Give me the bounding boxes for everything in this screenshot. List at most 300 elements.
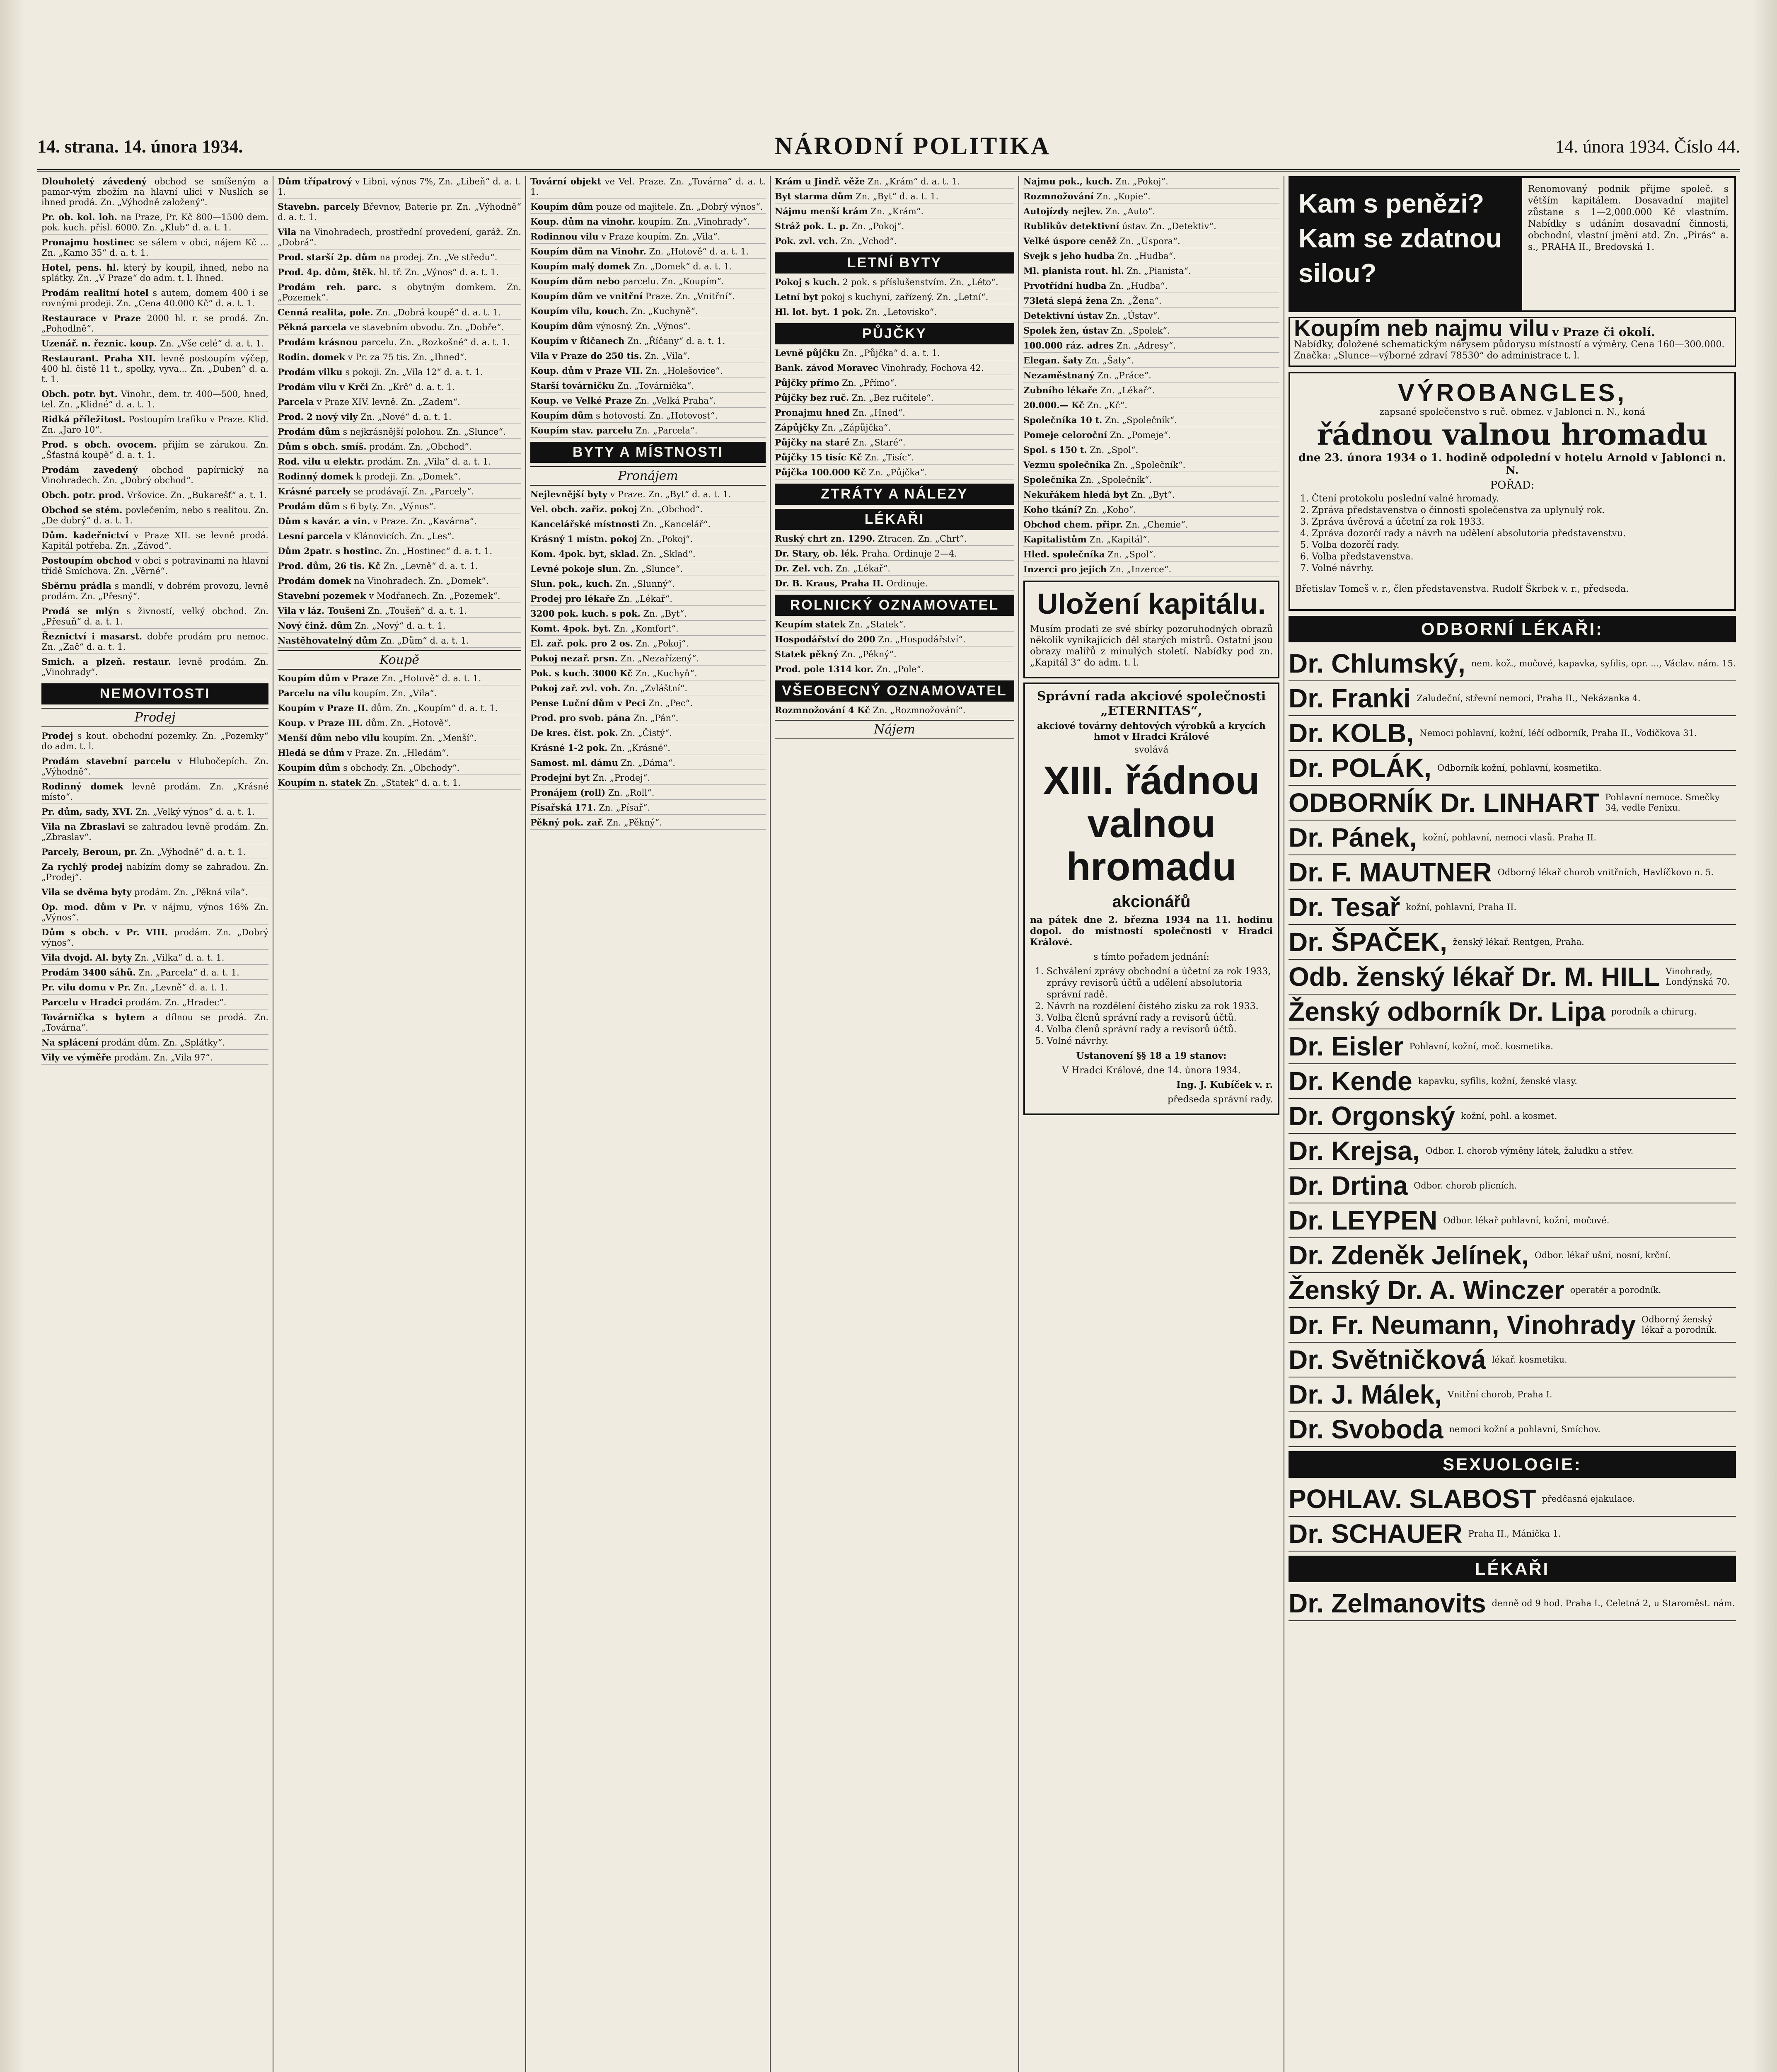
ad-heading: Dům s obch. smíš. (278, 441, 367, 452)
ad-text: pokoj s kuchyní, zařízený. Zn. „Letní“. (818, 292, 989, 302)
ad-heading: Keupím statek (775, 619, 846, 629)
ad-text: se sálem v obci, nájem Kč ... Zn. „Kamo 35“ d. a. t. 1. (41, 237, 269, 258)
ad-heading: Prodám domek (278, 576, 351, 586)
ad-text: koupím. Zn. „Menší“. (380, 733, 477, 743)
classified-ad (41, 606, 268, 629)
classified-ad (278, 456, 521, 469)
ad-heading: Prodejní byt (530, 772, 590, 783)
ad-heading: Pronájem (roll) (530, 787, 606, 798)
ad-text: Zn. „Vše celé“ d. a. t. 1. (157, 339, 264, 349)
classified-ad (775, 548, 1014, 561)
ad-text: Zn. „Pěkný“. (838, 649, 897, 659)
ad-text: s nejkrásnější polohou. Zn. „Slunce“. (340, 427, 506, 437)
ad-heading: Pokoj s kuch. (775, 277, 840, 287)
classified-ad (41, 821, 268, 844)
ad-text: Praha. Ordinuje 2—4. (858, 549, 957, 559)
col4c-list (775, 348, 1014, 479)
classified-ad (41, 465, 268, 487)
classified-ad (41, 414, 268, 437)
ad-text: Zn. „Žena“. (1108, 296, 1162, 306)
ad-heading: Koup. dům na vinohr. (530, 216, 636, 227)
ad-heading: 20.000.— Kč (1023, 400, 1085, 410)
doctor-info: Praha II., Mánička 1. (1468, 1528, 1561, 1539)
ad-heading: Koupím dům (278, 762, 341, 773)
ad-ulozeni-title: Uložení kapitálu. (1037, 588, 1266, 620)
ad-heading: Stavebn. parcely (278, 201, 359, 212)
ad-heading: Samost. ml. dámu (530, 758, 618, 768)
eternitas-stanovy: Ustanovení §§ 18 a 19 stanov: (1076, 1051, 1227, 1061)
classified-ad (775, 277, 1014, 289)
ad-heading: Prod. pole 1314 kor. (775, 664, 874, 674)
eternitas-head: Správní rada akciové společnosti „ETERNITAS“, (1037, 689, 1266, 718)
ad-heading: Prod. 2 nový vily (278, 411, 358, 422)
ad-heading: Koupím dům v Praze (278, 673, 379, 683)
ad-text: Postoupím trafiku v Praze. Klid. Zn. „Jaro 10“. (41, 414, 268, 435)
ad-text: Zn. „Koho“. (1082, 505, 1136, 515)
doctor-info: nemoci kožní a pohlavní, Smíchov. (1449, 1424, 1601, 1434)
ad-text: Zn. „Chemie“. (1123, 520, 1188, 530)
ad-text: Zn. „Spol“. (1087, 445, 1139, 455)
ad-text: Zn. „Parcela“ d. a. t. 1. (135, 968, 239, 978)
vyrob-item: 3. Zpráva úvěrová a účetní za rok 1933. (1312, 516, 1729, 528)
ad-text: Zn. „Šaty“. (1082, 356, 1134, 366)
vyrob-item: 5. Volba dozorčí rady. (1312, 540, 1729, 551)
doctor-name: Dr. Fr. Neumann, Vinohrady (1289, 1310, 1636, 1340)
doctor-name: Dr. Pánek, (1289, 823, 1417, 852)
ad-text: prodám. Zn. „Vila 97“. (111, 1053, 213, 1063)
vyrob-title: řádnou valnou hromadu (1317, 417, 1708, 452)
ad-heading: Zubního lékaře (1023, 385, 1098, 395)
ad-text: Ztracen. Zn. „Chrt“. (875, 534, 967, 544)
ad-text: Břevnov, Baterie pr. Zn. „Výhodně“ d. a. t. 1. (278, 202, 521, 222)
ad-heading: Koup. v Praze III. (278, 718, 363, 728)
ad-heading: Vila se dvěma byty (41, 887, 132, 897)
classified-ad (530, 802, 766, 815)
ad-text: a dílnou se prodá. Zn. „Továrna“. (41, 1012, 268, 1033)
col1-list (41, 176, 268, 679)
ad-text: Zn. „Dobrá koupě“ d. a. t. 1. (373, 307, 501, 317)
ad-text: Zn. „Práce“. (1094, 370, 1151, 380)
ad-text: Zn. „Čistý“. (618, 728, 672, 738)
doctor-entry (1289, 1517, 1736, 1552)
ad-text: se prodávají. Zn. „Parcely“. (351, 487, 474, 496)
classified-ad (775, 619, 1014, 632)
doctor-entry (1289, 751, 1736, 786)
ad-text: Zn. „Auto“. (1102, 206, 1156, 216)
doctor-name: Dr. Chlumský, (1289, 649, 1465, 678)
doctor-entry (1289, 646, 1736, 681)
col2-list (278, 176, 521, 648)
ad-heading: Pěkná parcela (278, 322, 347, 332)
ad-heading: Pense Luční dům v Peci (530, 698, 646, 708)
doctor-info: denně od 9 hod. Praha I., Celetná 2, u Staroměst. nám. (1492, 1598, 1735, 1608)
ad-text: Zn. „Pomeje“. (1107, 430, 1171, 440)
doctor-info: Odbor. lékař ušní, nosní, krční. (1534, 1250, 1671, 1260)
ad-heading: Půjčky bez ruč. (775, 392, 849, 403)
classified-ad (530, 380, 766, 393)
ad-text: Zn. „Parcela“. (633, 426, 698, 436)
ad-text: na Vinohradech. Zn. „Domek“. (351, 576, 489, 586)
ad-text: k prodeji. Zn. „Domek“. (353, 472, 461, 482)
classified-ad (278, 576, 521, 588)
ad-heading: Kancelářské místnosti (530, 519, 640, 529)
classified-ad (530, 216, 766, 229)
ad-text: hl. tř. Zn. „Výnos“ d. a. t. 1. (376, 267, 499, 277)
section-pujcky: PŮJČKY (775, 323, 1014, 344)
ad-heading: Bank. závod Moravec (775, 363, 878, 373)
ad-text: prodám. Zn. „Obchod“. (366, 442, 472, 452)
doctor-info: Odbor. I. chorob výměny látek, žaludku a střev. (1425, 1145, 1634, 1156)
classified-ad (278, 382, 521, 394)
ad-heading: Koho tkání? (1023, 504, 1082, 515)
vyrob-porad: POŘAD: (1490, 479, 1535, 491)
doctor-entry (1289, 960, 1736, 995)
koupim-tail: v Praze či okolí. (1552, 325, 1655, 339)
ad-heading: Půjčky přímo (775, 378, 839, 388)
ad-heading: Nezaměstnaný (1023, 370, 1095, 380)
ad-text: povlečením, nebo s realitou. Zn. „De dobrý“ d. a. t. 1. (41, 505, 268, 525)
classified-ad (1023, 206, 1279, 218)
ad-heading: Pr. dům, sady, XVI. (41, 806, 133, 817)
ad-text: Zn. „Pokoj“. (637, 534, 693, 544)
ad-text: dům. Zn. „Hotově“. (363, 718, 451, 728)
classified-ad (530, 306, 766, 318)
classified-ad (278, 411, 521, 424)
ad-text: Zn. „Vila“. (642, 351, 690, 361)
ad-text: Zn. „Lékař“. (615, 594, 672, 604)
ad-heading: Řeznictví i masarst. (41, 631, 143, 641)
classified-ad (41, 439, 268, 462)
ad-heading: Společníka (1023, 474, 1077, 485)
doctor-info: Zaludeční, střevní nemoci, Praha II., Nekázanka 4. (1417, 693, 1641, 703)
ad-heading: Prodej pro lékaře (530, 593, 615, 604)
doctor-info: Vinohrady, Londýnská 70. (1666, 966, 1730, 987)
ad-heading: Prodám vilu v Krči (278, 382, 369, 392)
classified-ad (278, 307, 521, 320)
classified-ad (278, 733, 521, 745)
classified-ad (530, 176, 766, 199)
ad-text: Zn. „Roll“. (605, 788, 655, 798)
ad-text: koupím. Zn. „Vinohrady“. (635, 217, 750, 227)
doctor-entry (1289, 1377, 1736, 1412)
ad-koupim-vilu (1289, 317, 1736, 367)
doctor-info: Odbor. chorob plicních. (1414, 1180, 1517, 1191)
ad-heading: Továrnička s bytem (41, 1012, 145, 1022)
doctor-name: Dr. POLÁK, (1289, 753, 1431, 783)
classified-ad (530, 246, 766, 259)
classified-ad (530, 728, 766, 740)
eternitas-when: na pátek dne 2. března 1934 na 11. hodinu dopol. do místností společnosti v Hradci Králové. (1030, 915, 1273, 948)
ad-heading: Nový činž. dům (278, 620, 352, 631)
program-item: 1. Schválení zprávy obchodní a účetní za rok 1933, zprávy revisorů účtů a udělení absolutoria správní radě. (1047, 966, 1273, 1001)
doctor-info: kožní, pohl. a kosmet. (1460, 1111, 1557, 1121)
ad-text: Zn. „Společník“. (1110, 460, 1186, 470)
ad-heading: Dr. Stary, ob. lék. (775, 548, 859, 559)
classified-ad (775, 206, 1014, 218)
ad-heading: Půjčka 100.000 Kč (775, 467, 866, 477)
ad-text: výnosný. Zn. „Výnos“. (593, 321, 691, 331)
ad-heading: Hled. společníka (1023, 549, 1105, 559)
ad-heading: Spolek žen, ústav (1023, 325, 1108, 336)
ad-heading: 100.000 ráz. adres (1023, 340, 1114, 351)
ad-heading: Op. mod. dům v Pr. (41, 902, 146, 912)
kam-text: Renomovaný podnik přijme společ. s větším kapitálem. Dosavadní majitel zůstane s 1—2,000.000 Kč vlastním. Nabídky s udáním dosavadní činnosti, obchodní, vlastní jmění atd. Zn. „Pirás“ a. s., PRAHA II., Bredovská 1. (1528, 184, 1729, 252)
ad-text: na Praze, Pr. Kč 800—1500 dem. pok. kuch. přísl. 6000. Zn. „Klub“ d. a. t. 1. (41, 212, 268, 232)
classified-ad (278, 531, 521, 543)
ad-text: Zn. „Kuchyně“. (628, 306, 698, 316)
classified-ad (530, 593, 766, 606)
doctor-entry (1289, 1169, 1736, 1203)
page-edge-left (0, 0, 25, 2072)
sexuologie-list (1289, 1482, 1736, 1552)
ad-text: Zn. „Rozmnožování“. (870, 705, 966, 715)
ad-heading: Prodám 3400 sáhů. (41, 967, 136, 978)
ad-heading: Pronajmu hned (775, 407, 850, 418)
ad-text: obchod papírnický na Vinohradech. Zn. „Dobrý obchod“. (41, 465, 269, 485)
ad-heading: Menší dům nebo vilu (278, 733, 380, 743)
ad-text: Zn. „Spol“. (1105, 549, 1156, 559)
classified-ad (530, 336, 766, 348)
section-nemovitosti: NEMOVITOSTI (41, 683, 268, 704)
ad-text: Praze. Zn. „Vnitřní“. (643, 291, 735, 301)
classified-ad (1023, 460, 1279, 472)
ad-heading: Rublikův detektivní (1023, 221, 1119, 231)
ad-heading: Vila dvojd. Al. byty (41, 952, 132, 963)
classified-ad (278, 635, 521, 648)
ad-heading: Pr. vilu domu v Pr. (41, 982, 131, 992)
classified-ad (278, 337, 521, 349)
eternitas-place: V Hradci Králové, dne 14. února 1934. (1062, 1065, 1241, 1076)
classified-ad (41, 847, 268, 859)
ad-text: 2000 hl. r. se prodá. Zn. „Pohodlně“. (41, 313, 268, 334)
ad-text: Zn. „Vchod“. (838, 236, 897, 246)
doctor-name: Dr. ŠPAČEK, (1289, 927, 1447, 957)
ad-text: s obchody. Zn. „Obchody“. (340, 763, 460, 773)
doctor-entry (1289, 1064, 1736, 1099)
ad-heading: Koupím dům (530, 201, 593, 212)
doctor-entry (1289, 995, 1736, 1029)
classified-ad (775, 292, 1014, 304)
ad-text: Zn. „Hotově“ d. a. t. 1. (379, 673, 481, 683)
section-byty: BYTY A MÍSTNOSTI (530, 442, 766, 463)
ad-text: v Pr. za 75 tis. Zn. „Ihned“. (345, 352, 467, 362)
ad-text: s 6 byty. Zn. „Výnos“. (340, 501, 436, 511)
doctor-entry (1289, 925, 1736, 960)
ad-text: Zn. „Kopie“. (1093, 191, 1151, 201)
doctor-info: Odborník kožní, pohlavní, kosmetika. (1437, 762, 1602, 773)
program-item: 2. Návrh na rozdělení čistého zisku za rok 1933. (1047, 1001, 1273, 1012)
classified-ad (530, 231, 766, 244)
vyrob-items (1295, 493, 1729, 574)
ad-heading: Koupím dům ve vnitřní (530, 291, 643, 301)
ad-heading: Parcely, Beroun, pr. (41, 847, 138, 857)
classified-ad (41, 862, 268, 884)
doctor-name: Dr. Drtina (1289, 1171, 1408, 1201)
ad-text: Zn. „Letovisko“. (863, 307, 937, 317)
ad-text: Zn. „Obchod“. (637, 504, 703, 514)
ad-text: Zn. „Statek“ d. a. t. 1. (361, 778, 461, 788)
classified-ad (278, 227, 521, 249)
doctor-name: Dr. F. MAUTNER (1289, 857, 1492, 887)
classified-ad (530, 683, 766, 695)
ad-text: Zn. „Sklad“. (639, 549, 696, 559)
ad-heading: Prodám krásnou (278, 337, 358, 347)
section-ztraty: ZTRÁTY A NÁLEZY (775, 484, 1014, 505)
classified-ad (278, 322, 521, 334)
classified-ad (530, 534, 766, 546)
ad-heading: Rodinnou vilu (530, 231, 599, 242)
column-4 (771, 176, 1019, 2072)
classified-ad (775, 363, 1014, 375)
ad-text: Zn. „Toušeň“ d. a. t. 1. (365, 606, 467, 616)
ad-heading: Restaurace v Praze (41, 313, 141, 323)
ad-text: Zn. „Krám“ d. a. t. 1. (865, 177, 960, 186)
ad-text: Zn. „Říčany“ d. a. t. 1. (624, 336, 725, 346)
ad-heading: Vezmu společníka (1023, 460, 1111, 470)
ad-heading: Byt starma dům (775, 191, 853, 201)
ad-text: Zn. „Krč“ d. a. t. 1. (368, 382, 455, 392)
classified-ad (278, 426, 521, 439)
ad-text: dům. Zn. „Koupím“ d. a. t. 1. (368, 703, 498, 713)
classified-ad (41, 756, 268, 779)
program-item: 3. Volba členů správní rady a revisorů účtů. (1047, 1012, 1273, 1024)
classified-ad (41, 313, 268, 336)
doctor-name: Dr. Světničková (1289, 1345, 1486, 1375)
subsection-koupe: Koupě (278, 650, 521, 670)
classified-ad (278, 397, 521, 409)
classified-ad (530, 772, 766, 785)
classified-ad (41, 927, 268, 950)
ad-heading: Písařská 171. (530, 802, 596, 813)
ad-heading: Obchod se stém. (41, 505, 123, 515)
ad-heading: Vila v láz. Toušeni (278, 605, 365, 616)
doctor-info: Odbor. lékař pohlavní, kožní, močové. (1443, 1215, 1610, 1225)
newspaper-title: NÁRODNÍ POLITIKA (775, 132, 1051, 160)
ad-heading: Restaurant. Praha XII. (41, 353, 156, 363)
ad-text: levně prodám. Zn. „Vinohrady“. (41, 657, 268, 677)
classified-ad (775, 578, 1014, 591)
vyrob-item: 1. Čtení protokolu poslední valné hromady. (1312, 493, 1729, 505)
ad-text: Zn. „Inzerce“. (1107, 564, 1172, 574)
ad-text: Zn. „Adresy“. (1114, 341, 1176, 351)
classified-ad (775, 422, 1014, 435)
ad-heading: Letní byt (775, 292, 818, 302)
column-6 (1284, 176, 1740, 2072)
classified-ad (1023, 355, 1279, 368)
classified-ad (278, 591, 521, 603)
classified-ad (775, 452, 1014, 465)
ad-text: v Praze XII. se levně prodá. Kapitál potřeba. Zn. „Závod“. (41, 530, 268, 551)
doctor-info: Odborný lékař chorob vnitřních, Havlíčkovo n. 5. (1497, 867, 1714, 877)
classified-ad (278, 441, 521, 454)
classified-ad (1023, 236, 1279, 248)
ad-text: Zn. „Byt“. (640, 609, 687, 619)
doctor-name: Dr. Kende (1289, 1066, 1412, 1096)
classified-ad (530, 608, 766, 621)
ad-text: Zn. „Společník“. (1077, 475, 1152, 485)
section-sexuologie: SEXUOLOGIE: (1289, 1451, 1736, 1478)
doctor-name: Dr. Franki (1289, 683, 1411, 713)
doctor-entry (1289, 1203, 1736, 1238)
doctor-name: Dr. Zelmanovits (1289, 1588, 1486, 1618)
subsection-prodej: Prodej (41, 708, 268, 727)
doctor-info: Odborný ženský lékař a porodník. (1642, 1314, 1717, 1335)
ad-text: 2 pok. s příslušenstvím. Zn. „Léto“. (840, 277, 999, 287)
ad-text: prodám. Zn. „Vila“ d. a. t. 1. (364, 457, 491, 467)
ad-text: Zn. „Krám“. (868, 206, 924, 216)
classified-ad (278, 486, 521, 499)
ad-text: Zn. „Statek“. (846, 620, 906, 629)
ad-heading: Nekuřákem hledá byt (1023, 489, 1129, 500)
classified-ad (530, 564, 766, 576)
classified-ad (41, 656, 268, 679)
ad-heading: Pr. ob. kol. loh. (41, 212, 118, 222)
ad-heading: Koupím n. statek (278, 777, 361, 788)
classified-ad (530, 698, 766, 710)
ad-heading: Prodám reh. parc. (278, 282, 382, 292)
ad-heading: Uzenář. n. řeznic. koup. (41, 338, 157, 349)
ad-text: Zn. „Krásné“. (607, 743, 670, 753)
classified-ad (530, 395, 766, 408)
ad-heading: 73letá slepá žena (1023, 295, 1108, 306)
ad-text: Zn. „Hned“. (849, 408, 905, 418)
classified-ad (775, 191, 1014, 203)
ad-heading: Pokoj zař. zvl. voh. (530, 683, 621, 693)
classified-ad (775, 348, 1014, 360)
col3-list (530, 176, 766, 438)
ad-text: Zn. „Hotově“ d. a. t. 1. (646, 247, 749, 257)
doctor-entry (1289, 1099, 1736, 1134)
ad-text: ve stavebním obvodu. Zn. „Dobře“. (346, 322, 504, 332)
classified-ad (775, 407, 1014, 420)
ad-text: v Hlubočepích. Zn. „Výhodně“. (41, 756, 268, 777)
doctor-name: Dr. J. Málek, (1289, 1380, 1442, 1409)
ad-text: Vršovice. Zn. „Bukarešť“ a. t. 1. (124, 490, 267, 500)
ad-text: Zn. „Půjčka“. (866, 467, 927, 477)
ad-heading: Hospodářství do 200 (775, 634, 875, 644)
ad-text: parcelu. Zn. „Rozkošné“ d. a. t. 1. (358, 337, 510, 347)
classified-ad (530, 743, 766, 755)
classified-ad (530, 291, 766, 303)
ad-text: Zn. „Kuchyň“. (632, 668, 697, 678)
classified-ad (530, 787, 766, 800)
ad-heading: Krám u Jindř. věže (775, 176, 865, 186)
ad-text: Zn. „Kancelář“. (639, 519, 711, 529)
classified-ad (41, 353, 268, 386)
ad-text: Zn. „Levně“ d. a. t. 1. (380, 561, 478, 571)
classified-ad (1023, 400, 1279, 412)
ad-text: dobře prodám pro nemoc. Zn. „Zač“ d. a. t. 1. (41, 632, 268, 652)
ad-heading: Na splácení (41, 1037, 99, 1048)
ad-heading: 3200 pok. kuch. s pok. (530, 608, 641, 619)
ad-text: v Praze koupím. Zn. „Vila“. (598, 232, 720, 242)
ad-heading: Zápůjčky (775, 422, 819, 433)
ad-heading: Nastěhovatelný dům (278, 635, 377, 646)
classified-ad (775, 634, 1014, 646)
ad-heading: Vila v Praze do 250 tis. (530, 351, 642, 361)
ad-heading: Parcelu na vilu (278, 688, 351, 698)
classified-ad (775, 664, 1014, 676)
eternitas-title: XIII. řádnou valnou hromadu (1043, 758, 1260, 889)
col4f-list (775, 705, 1014, 717)
ad-text: Zn. „Lékař“. (1098, 385, 1155, 395)
ad-heading: Rodinný domek (41, 781, 123, 792)
eternitas-signer: Ing. J. Kubíček v. r. (1176, 1080, 1273, 1090)
doctor-info: Pohlavní, kožní, moč. kosmetika. (1409, 1041, 1553, 1051)
ad-text: na Vinohradech, prostřední provedení, garáž. Zn. „Dobrá“. (278, 227, 521, 247)
classified-ad (1023, 534, 1279, 547)
classified-ad (278, 777, 521, 790)
